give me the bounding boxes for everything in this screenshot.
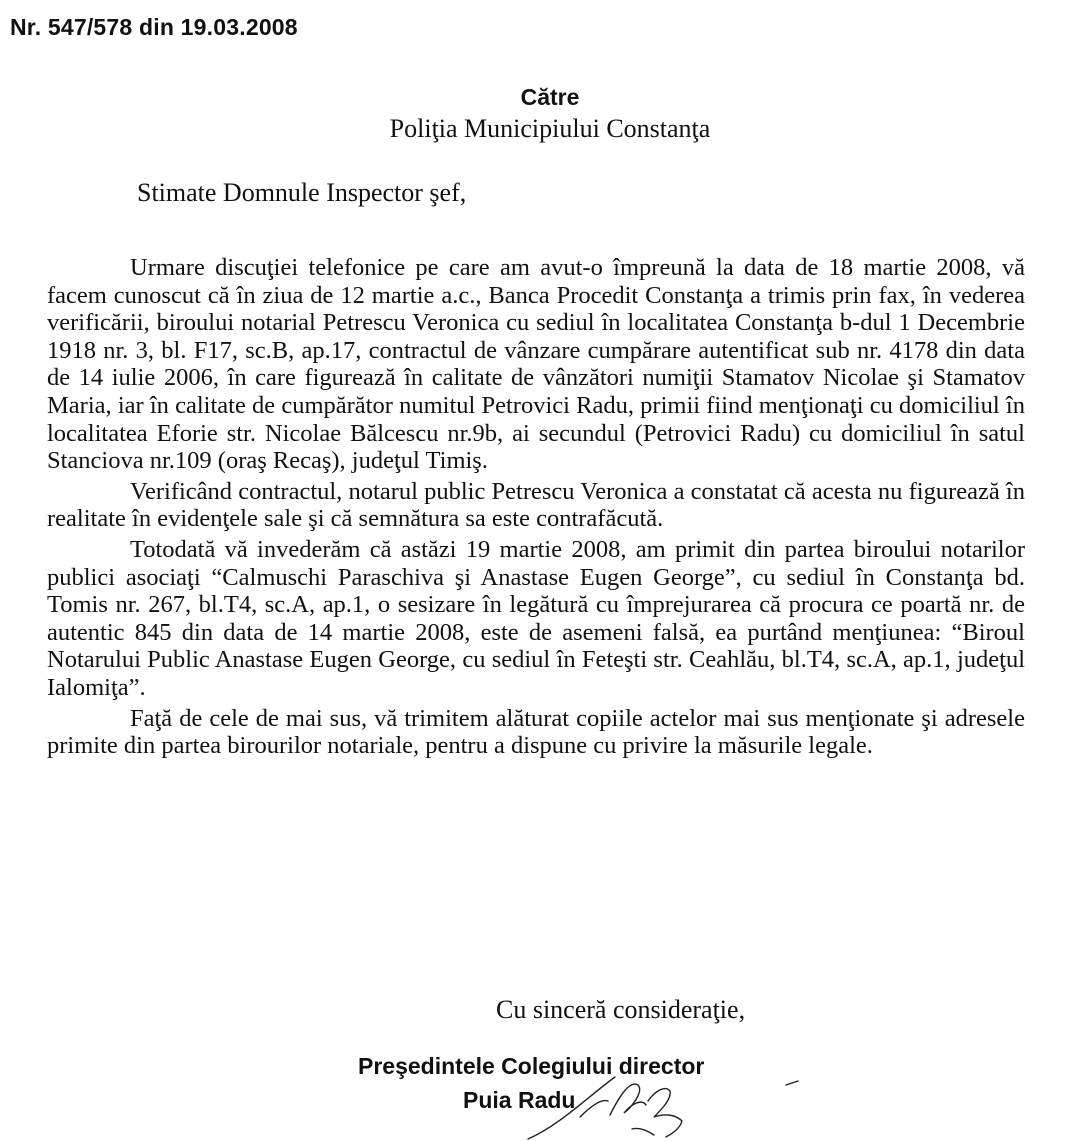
body-paragraph: Verificând contractul, notarul public Petrescu Veronica a constatat că acesta nu figurează în realitate în evidenţele sale şi că semnătura sa este contrafăcută. (47, 477, 1025, 533)
closing-line: Cu sinceră consideraţie, (496, 995, 746, 1024)
body-paragraph: Faţă de cele de mai sus, vă trimitem alăturat copiile actelor mai sus menţionate şi adresele primite din partea birourilor notariale, pentru a dispune cu privire la măsurile legale. (47, 704, 1025, 760)
signatory-title: Preşedintele Colegiului director (358, 1053, 705, 1079)
salutation: Stimate Domnule Inspector şef, (137, 178, 467, 207)
signatory-name: Puia Radu (463, 1087, 576, 1113)
body-paragraph: Urmare discuţiei telefonice pe care am avut-o împreună la data de 18 martie 2008, vă facem cunoscut că în ziua de 12 martie a.c., Banca Procedit Constanţa a trimis prin fax, în vederea verificării, biroului notarial Petrescu Veronica cu sediul în localitatea Constanţa b-dul 1 Decembrie 1918 nr. 3, bl. F17, sc.B, ap.17, contractul de vânzare cumpărare autentificat sub nr. 4178 din data de 14 iulie 2006, în care figurează în calitate de vânzători numiţii Stamatov Nicolae şi Stamatov Maria, iar în calitate de cumpărător numitul Petrovici Radu, primii fiind menţionaţi cu domiciliul în localitatea Eforie str. Nicolae Bălcescu nr.9b, ai secundul (Petrovici Radu) cu domiciliul în satul Stanciova nr.109 (oraş Recaş), judeţul Timiş. (47, 254, 1025, 475)
addressee: Poliţia Municipiului Constanţa (389, 114, 711, 143)
reference-number: Nr. 547/578 din 19.03.2008 (10, 14, 298, 40)
letter-body (47, 254, 1025, 763)
handwritten-signature-icon (520, 1055, 820, 1141)
addressee-heading: Către (520, 84, 580, 110)
body-paragraph: Totodată vă invederăm că astăzi 19 martie 2008, am primit din partea biroului notarilor publici asociaţi “Calmuschi Paraschiva şi Anastase Eugen George”, cu sediul în Constanţa bd. Tomis nr. 267, bl.T4, sc.A, ap.1, o sesizare în legătură cu împrejurarea că procura ce poartă nr. de autentic 845 din data de 14 martie 2008, este de asemeni falsă, ea purtând menţiunea: “Biroul Notarului Public Anastase Eugen George, cu sediul în Feteşti str. Ceahlău, bl.T4, sc.A, ap.1, judeţul Ialomiţa”. (47, 535, 1025, 701)
